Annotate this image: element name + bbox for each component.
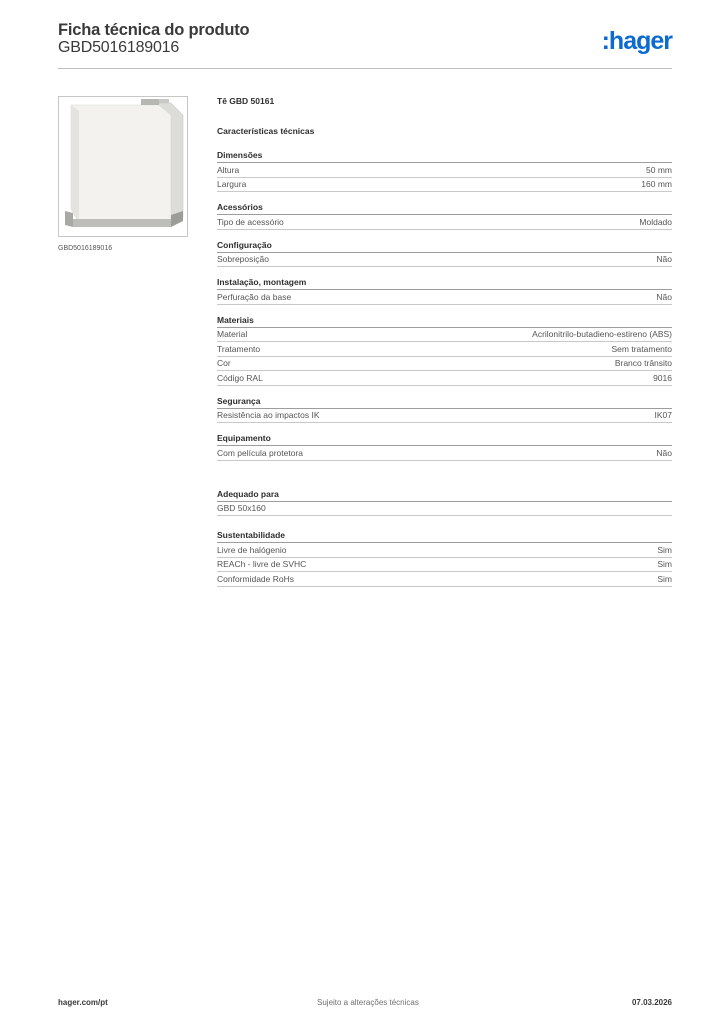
spec-label: Cor (217, 358, 231, 368)
spec-row (217, 558, 672, 573)
spec-label: Sobreposição (217, 254, 269, 264)
document-title: Ficha técnica do produto (58, 21, 250, 39)
spec-row (217, 290, 672, 305)
spec-group-title: Configuração (217, 240, 672, 253)
spec-value: IK07 (654, 410, 672, 420)
suitable-title: Adequado para (217, 489, 672, 502)
footer-date: 07.03.2026 (631, 998, 672, 1007)
header-divider (58, 68, 672, 69)
footer-website-link[interactable]: hager.com/pt (58, 998, 108, 1007)
sustainability-group (217, 530, 672, 587)
tech-heading: Características técnicas (217, 126, 315, 136)
spec-row (217, 342, 672, 357)
spec-value: 50 mm (646, 164, 672, 175)
spec-value: Branco trânsito (614, 358, 672, 368)
spec-group (217, 396, 672, 424)
spec-label: Conformidade RoHs (217, 573, 295, 584)
spec-group-title: Acessórios (217, 202, 672, 215)
spec-value: Não (656, 254, 672, 264)
spec-row (217, 328, 672, 343)
spec-row (217, 215, 672, 230)
spec-label: Perfuração da base (217, 291, 292, 302)
spec-group (217, 240, 672, 268)
suitable-group (217, 489, 672, 517)
spec-group (217, 150, 672, 192)
spec-value: Sim (657, 573, 672, 584)
spec-row (217, 446, 672, 461)
spec-value: Sim (657, 559, 672, 569)
image-caption: GBD5016189016 (58, 245, 113, 252)
spec-group (217, 202, 672, 230)
spec-row (217, 357, 672, 372)
footer-note: Sujeito a alterações técnicas (317, 998, 419, 1007)
product-image (58, 96, 188, 237)
spec-label: Tratamento (217, 343, 261, 354)
spec-label: Resistência ao impactos IK (217, 410, 320, 420)
spec-label: Largura (217, 179, 247, 189)
spec-label: Material (217, 329, 248, 339)
spec-label: Livre de halógenio (217, 544, 287, 555)
spec-groups (217, 150, 672, 461)
product-name: Tê GBD 50161 (217, 96, 275, 106)
spec-row (217, 543, 672, 558)
spec-row (217, 163, 672, 178)
spec-row (217, 409, 672, 424)
spec-value: Sem tratamento (611, 343, 672, 354)
spec-label: Altura (217, 164, 240, 175)
cable-trunking-tee-image (59, 97, 187, 236)
spec-row (217, 502, 672, 517)
spec-group (217, 433, 672, 461)
spec-row (217, 371, 672, 386)
spec-group-title: Dimensões (217, 150, 672, 163)
spec-row (217, 178, 672, 193)
spec-value: Moldado (639, 216, 672, 227)
spec-value: Sim (657, 544, 672, 555)
spec-value: 9016 (653, 372, 672, 383)
spec-label: GBD 50x160 (217, 503, 266, 513)
hager-logo: :hager (601, 27, 672, 55)
spec-label: REACh - livre de SVHC (217, 559, 307, 569)
sustainability-title: Sustentabilidade (217, 530, 672, 543)
spec-value: Não (656, 291, 672, 302)
spec-group-title: Segurança (217, 396, 672, 409)
spec-value: Não (656, 447, 672, 458)
spec-value: Acrilonitrilo-butadieno-estireno (ABS) (532, 329, 672, 339)
spec-label: Com película protetora (217, 447, 303, 458)
spec-group (217, 277, 672, 305)
spec-group-title: Instalação, montagem (217, 277, 672, 290)
spec-value: 160 mm (641, 179, 672, 189)
spec-label: Tipo de acessório (217, 216, 284, 227)
spec-group-title: Materiais (217, 315, 672, 328)
spec-row (217, 572, 672, 587)
spec-sheet (217, 96, 672, 597)
spec-group-title: Equipamento (217, 433, 672, 446)
product-code: GBD5016189016 (58, 39, 180, 56)
spec-row (217, 253, 672, 268)
spec-label: Código RAL (217, 372, 263, 383)
spec-group (217, 315, 672, 386)
